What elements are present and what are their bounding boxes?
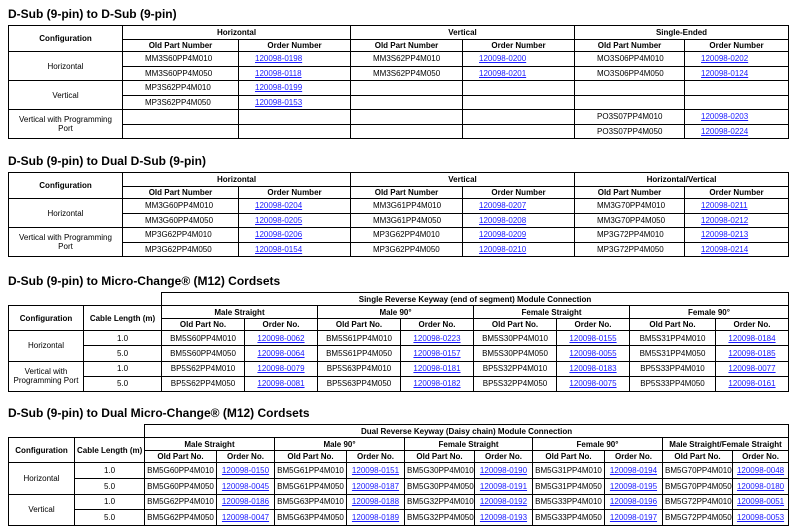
group-header: Male 90° bbox=[318, 306, 474, 319]
column-header: Order No. bbox=[245, 319, 318, 331]
order-number-link[interactable]: 120098-0205 bbox=[255, 215, 303, 225]
order-number-link[interactable]: 120098-0064 bbox=[257, 348, 305, 358]
table-row bbox=[9, 124, 789, 139]
old-part-number: MM3S60PP4M010 bbox=[123, 52, 239, 67]
empty-cell bbox=[463, 81, 575, 96]
cable-length: 5.0 bbox=[84, 346, 162, 361]
empty-cell bbox=[123, 110, 239, 125]
old-part-number: MO3S06PP4M050 bbox=[575, 66, 685, 81]
empty-cell bbox=[463, 110, 575, 125]
order-number-link[interactable]: 120098-0195 bbox=[609, 481, 658, 491]
old-part-number: MM3G70PP4M010 bbox=[575, 199, 685, 214]
order-number-link[interactable]: 120098-0153 bbox=[255, 97, 303, 107]
config-cell: Horizontal bbox=[9, 199, 123, 228]
order-number-link[interactable]: 120098-0210 bbox=[479, 244, 527, 254]
order-number-link[interactable]: 120098-0200 bbox=[479, 54, 527, 64]
order-number-link[interactable]: 120098-0194 bbox=[609, 465, 658, 475]
order-number-link[interactable]: 120098-0204 bbox=[255, 201, 303, 211]
old-part-number: MP3G72PP4M050 bbox=[575, 242, 685, 257]
column-header: Old Part No. bbox=[405, 451, 475, 463]
cable-length: 1.0 bbox=[75, 463, 145, 479]
order-number-link[interactable]: 120098-0150 bbox=[221, 465, 270, 475]
cable-length: 1.0 bbox=[84, 361, 162, 376]
order-number-link[interactable]: 120098-0124 bbox=[701, 68, 749, 78]
empty-cell bbox=[351, 81, 463, 96]
column-header: Order Number bbox=[239, 40, 351, 52]
config-header: Configuration bbox=[9, 438, 75, 463]
order-number-link[interactable]: 120098-0157 bbox=[413, 348, 461, 358]
order-number-link[interactable]: 120098-0192 bbox=[479, 497, 528, 507]
section-title: D-Sub (9-pin) to Dual D-Sub (9-pin) bbox=[8, 154, 206, 168]
table-row bbox=[9, 494, 789, 510]
section-title: D-Sub (9-pin) to D-Sub (9-pin) bbox=[8, 7, 177, 21]
table-row bbox=[9, 510, 789, 526]
old-part-number: BM5S60PP4M010 bbox=[162, 331, 245, 346]
old-part-number: MM3G61PP4M010 bbox=[351, 199, 463, 214]
old-part-number: BM5G31PP4M050 bbox=[533, 478, 605, 494]
old-part-number: BM5S30PP4M050 bbox=[474, 346, 557, 361]
config-cell: Vertical bbox=[9, 494, 75, 526]
group-header: Male Straight bbox=[145, 438, 275, 451]
order-number-link[interactable]: 120098-0211 bbox=[701, 201, 748, 211]
order-number-link[interactable]: 120098-0062 bbox=[257, 333, 305, 343]
old-part-number: MP3S62PP4M050 bbox=[123, 95, 239, 110]
order-number-link[interactable]: 120098-0189 bbox=[351, 513, 400, 523]
cable-length: 5.0 bbox=[75, 510, 145, 526]
old-part-number: BM5G72PP4M010 bbox=[663, 494, 733, 510]
old-part-number: MP3G72PP4M010 bbox=[575, 228, 685, 243]
config-cell: Horizontal bbox=[9, 52, 123, 81]
old-part-number: BP5S63PP4M050 bbox=[318, 376, 401, 391]
old-part-number: MM3G60PP4M010 bbox=[123, 199, 239, 214]
old-part-number: MO3S06PP4M010 bbox=[575, 52, 685, 67]
order-number-link[interactable]: 120098-0190 bbox=[479, 465, 528, 475]
super-header: Dual Reverse Keyway (Daisy chain) Module Connection bbox=[145, 425, 789, 438]
old-part-number: BM5G60PP4M050 bbox=[145, 478, 217, 494]
column-header: Old Part Number bbox=[123, 40, 239, 52]
group-header: Female Straight bbox=[405, 438, 533, 451]
order-number-link[interactable]: 120098-0155 bbox=[569, 333, 617, 343]
super-header: Single Reverse Keyway (end of segment) Module Connection bbox=[162, 293, 789, 306]
old-part-number: BM5G70PP4M050 bbox=[663, 478, 733, 494]
old-part-number: BP5S33PP4M050 bbox=[630, 376, 716, 391]
old-part-number: BM5G70PP4M010 bbox=[663, 463, 733, 479]
group-header: Vertical bbox=[351, 173, 575, 187]
old-part-number: MM3S62PP4M010 bbox=[351, 52, 463, 67]
column-header: Old Part Number bbox=[575, 40, 685, 52]
order-number-link[interactable]: 120098-0047 bbox=[221, 513, 270, 523]
old-part-number: MM3S60PP4M050 bbox=[123, 66, 239, 81]
column-header: Old Part No. bbox=[474, 319, 557, 331]
old-part-number: BP5S32PP4M010 bbox=[474, 361, 557, 376]
order-number-link[interactable]: 120098-0193 bbox=[479, 513, 528, 523]
column-header: Old Part No. bbox=[663, 451, 733, 463]
table-row bbox=[9, 346, 789, 361]
section-title: D-Sub (9-pin) to Micro-Change® (M12) Cordsets bbox=[8, 274, 281, 288]
empty-cell bbox=[463, 124, 575, 139]
table-row bbox=[9, 95, 789, 110]
column-header: Old Part No. bbox=[533, 451, 605, 463]
table-row bbox=[9, 213, 789, 228]
order-number-link[interactable]: 120098-0214 bbox=[701, 244, 749, 254]
old-part-number: MM3G60PP4M050 bbox=[123, 213, 239, 228]
order-number-link[interactable]: 120098-0183 bbox=[569, 364, 617, 374]
old-part-number: BM5G32PP4M010 bbox=[405, 494, 475, 510]
old-part-number: BM5G63PP4M050 bbox=[275, 510, 347, 526]
column-header: Old Part Number bbox=[351, 187, 463, 199]
column-header: Order No. bbox=[605, 451, 663, 463]
group-header: Female 90° bbox=[630, 306, 789, 319]
empty-cell bbox=[351, 110, 463, 125]
column-header: Order Number bbox=[463, 40, 575, 52]
table-row bbox=[9, 110, 789, 125]
column-header: Order No. bbox=[733, 451, 789, 463]
old-part-number: BM5G32PP4M050 bbox=[405, 510, 475, 526]
order-number-link[interactable]: 120098-0207 bbox=[479, 201, 527, 211]
old-part-number: MM3G61PP4M050 bbox=[351, 213, 463, 228]
old-part-number: BM5G63PP4M010 bbox=[275, 494, 347, 510]
parts-table bbox=[8, 25, 789, 139]
section-title: D-Sub (9-pin) to Dual Micro-Change® (M12) Cordsets bbox=[8, 406, 310, 420]
config-cell: Vertical with Programming Port bbox=[9, 110, 123, 139]
order-number-link[interactable]: 120098-0055 bbox=[569, 348, 617, 358]
table-row bbox=[9, 81, 789, 96]
old-part-number: BM5G31PP4M010 bbox=[533, 463, 605, 479]
column-header: Order No. bbox=[347, 451, 405, 463]
column-header: Old Part No. bbox=[318, 319, 401, 331]
old-part-number: BM5S31PP4M010 bbox=[630, 331, 716, 346]
old-part-number: BM5G30PP4M050 bbox=[405, 478, 475, 494]
order-number-link[interactable]: 120098-0187 bbox=[351, 481, 400, 491]
group-header: Horizontal bbox=[123, 26, 351, 40]
order-number-link[interactable]: 120098-0206 bbox=[255, 230, 303, 240]
table-row bbox=[9, 376, 789, 391]
old-part-number: MP3S62PP4M010 bbox=[123, 81, 239, 96]
order-number-link[interactable]: 120098-0208 bbox=[479, 215, 527, 225]
config-header: Configuration bbox=[9, 173, 123, 199]
empty-cell bbox=[239, 110, 351, 125]
order-number-link[interactable]: 120098-0198 bbox=[255, 54, 303, 64]
group-header: Horizontal bbox=[123, 173, 351, 187]
column-header: Order Number bbox=[239, 187, 351, 199]
old-part-number: BM5G62PP4M050 bbox=[145, 510, 217, 526]
cable-length: 1.0 bbox=[84, 331, 162, 346]
column-header: Old Part No. bbox=[145, 451, 217, 463]
order-number-link[interactable]: 120098-0048 bbox=[736, 465, 785, 475]
old-part-number: BM5G61PP4M050 bbox=[275, 478, 347, 494]
table-row bbox=[9, 52, 789, 67]
group-header: Female Straight bbox=[474, 306, 630, 319]
empty-cell bbox=[123, 124, 239, 139]
column-header: Old Part No. bbox=[630, 319, 716, 331]
column-header: Order Number bbox=[685, 187, 789, 199]
config-cell: Horizontal bbox=[9, 463, 75, 495]
table-row bbox=[9, 361, 789, 376]
order-number-link[interactable]: 120098-0154 bbox=[255, 244, 303, 254]
empty-cell bbox=[463, 95, 575, 110]
old-part-number: BM5G30PP4M010 bbox=[405, 463, 475, 479]
old-part-number: BP5S62PP4M050 bbox=[162, 376, 245, 391]
parts-table bbox=[8, 292, 789, 392]
order-number-link[interactable]: 120098-0184 bbox=[728, 333, 776, 343]
cable-length: 5.0 bbox=[84, 376, 162, 391]
order-number-link[interactable]: 120098-0151 bbox=[351, 465, 400, 475]
old-part-number: PO3S07PP4M050 bbox=[575, 124, 685, 139]
order-number-link[interactable]: 120098-0202 bbox=[701, 54, 749, 64]
old-part-number: MM3S62PP4M050 bbox=[351, 66, 463, 81]
table-row bbox=[9, 228, 789, 243]
table-row bbox=[9, 463, 789, 479]
column-header: Old Part No. bbox=[275, 451, 347, 463]
table-row bbox=[9, 199, 789, 214]
column-header: Order Number bbox=[685, 40, 789, 52]
order-number-link[interactable]: 120098-0185 bbox=[728, 348, 776, 358]
order-number-link[interactable]: 120098-0045 bbox=[221, 481, 270, 491]
order-number-link[interactable]: 120098-0051 bbox=[736, 497, 785, 507]
column-header: Order No. bbox=[217, 451, 275, 463]
order-number-link[interactable]: 120098-0224 bbox=[701, 126, 749, 136]
old-part-number: BM5G72PP4M050 bbox=[663, 510, 733, 526]
order-number-link[interactable]: 120098-0188 bbox=[351, 497, 400, 507]
old-part-number: BM5G61PP4M010 bbox=[275, 463, 347, 479]
old-part-number: BP5S33PP4M010 bbox=[630, 361, 716, 376]
order-number-link[interactable]: 120098-0181 bbox=[413, 364, 461, 374]
column-header: Old Part Number bbox=[351, 40, 463, 52]
config-header: Configuration bbox=[9, 306, 84, 331]
old-part-number: BM5S61PP4M050 bbox=[318, 346, 401, 361]
order-number-link[interactable]: 120098-0079 bbox=[257, 364, 305, 374]
column-header: Old Part Number bbox=[123, 187, 239, 199]
old-part-number: MP3G62PP4M050 bbox=[351, 242, 463, 257]
old-part-number: BP5S63PP4M010 bbox=[318, 361, 401, 376]
order-number-link[interactable]: 120098-0197 bbox=[609, 513, 658, 523]
old-part-number: BP5S32PP4M050 bbox=[474, 376, 557, 391]
old-part-number: BM5G33PP4M010 bbox=[533, 494, 605, 510]
config-cell: Vertical bbox=[9, 81, 123, 110]
order-number-link[interactable]: 120098-0212 bbox=[701, 215, 749, 225]
empty-cell bbox=[575, 81, 685, 96]
config-cell: Vertical with Programming Port bbox=[9, 361, 84, 392]
group-header: Male Straight bbox=[162, 306, 318, 319]
cable-length: 1.0 bbox=[75, 494, 145, 510]
order-number-link[interactable]: 120098-0213 bbox=[701, 230, 749, 240]
order-number-link[interactable]: 120098-0196 bbox=[609, 497, 658, 507]
order-number-link[interactable]: 120098-0201 bbox=[479, 68, 527, 78]
table-row bbox=[9, 242, 789, 257]
empty-cell bbox=[239, 124, 351, 139]
config-header: Configuration bbox=[9, 26, 123, 52]
old-part-number: MP3G62PP4M010 bbox=[351, 228, 463, 243]
length-header: Cable Length (m) bbox=[84, 306, 162, 331]
group-header: Horizontal/Vertical bbox=[575, 173, 789, 187]
config-cell: Vertical with Programming Port bbox=[9, 228, 123, 257]
empty-cell bbox=[575, 95, 685, 110]
old-part-number: BM5S31PP4M050 bbox=[630, 346, 716, 361]
parts-table bbox=[8, 424, 789, 526]
group-header: Male Straight/Female Straight bbox=[663, 438, 789, 451]
parts-table bbox=[8, 172, 789, 257]
order-number-link[interactable]: 120098-0081 bbox=[257, 379, 305, 389]
cable-length: 5.0 bbox=[75, 478, 145, 494]
empty-cell bbox=[685, 95, 789, 110]
group-header: Single-Ended bbox=[575, 26, 789, 40]
old-part-number: BM5S60PP4M050 bbox=[162, 346, 245, 361]
empty-cell bbox=[351, 95, 463, 110]
column-header: Old Part Number bbox=[575, 187, 685, 199]
order-number-link[interactable]: 120098-0180 bbox=[736, 481, 785, 491]
column-header: Order No. bbox=[557, 319, 630, 331]
table-row bbox=[9, 331, 789, 346]
column-header: Order No. bbox=[475, 451, 533, 463]
old-part-number: PO3S07PP4M010 bbox=[575, 110, 685, 125]
order-number-link[interactable]: 120098-0075 bbox=[569, 379, 617, 389]
column-header: Old Part No. bbox=[162, 319, 245, 331]
order-number-link[interactable]: 120098-0077 bbox=[728, 364, 776, 374]
empty-cell bbox=[685, 81, 789, 96]
group-header: Vertical bbox=[351, 26, 575, 40]
empty-cell bbox=[351, 124, 463, 139]
old-part-number: BP5S62PP4M010 bbox=[162, 361, 245, 376]
order-number-link[interactable]: 120098-0203 bbox=[701, 112, 749, 122]
order-number-link[interactable]: 120098-0191 bbox=[479, 481, 528, 491]
order-number-link[interactable]: 120098-0182 bbox=[413, 379, 461, 389]
order-number-link[interactable]: 120098-0223 bbox=[413, 333, 461, 343]
length-header: Cable Length (m) bbox=[75, 438, 145, 463]
order-number-link[interactable]: 120098-0199 bbox=[255, 83, 303, 93]
order-number-link[interactable]: 120098-0186 bbox=[221, 497, 270, 507]
config-cell: Horizontal bbox=[9, 331, 84, 362]
old-part-number: MP3G62PP4M050 bbox=[123, 242, 239, 257]
column-header: Order No. bbox=[716, 319, 789, 331]
group-header: Male 90° bbox=[275, 438, 405, 451]
group-header: Female 90° bbox=[533, 438, 663, 451]
order-number-link[interactable]: 120098-0118 bbox=[255, 68, 302, 78]
order-number-link[interactable]: 120098-0161 bbox=[728, 379, 776, 389]
table-row bbox=[9, 478, 789, 494]
old-part-number: BM5S61PP4M010 bbox=[318, 331, 401, 346]
old-part-number: MP3G62PP4M010 bbox=[123, 228, 239, 243]
order-number-link[interactable]: 120098-0053 bbox=[736, 513, 785, 523]
old-part-number: BM5G33PP4M050 bbox=[533, 510, 605, 526]
table-row bbox=[9, 66, 789, 81]
order-number-link[interactable]: 120098-0209 bbox=[479, 230, 527, 240]
old-part-number: BM5G60PP4M010 bbox=[145, 463, 217, 479]
column-header: Order No. bbox=[401, 319, 474, 331]
old-part-number: MM3G70PP4M050 bbox=[575, 213, 685, 228]
column-header: Order Number bbox=[463, 187, 575, 199]
old-part-number: BM5G62PP4M010 bbox=[145, 494, 217, 510]
old-part-number: BM5S30PP4M010 bbox=[474, 331, 557, 346]
